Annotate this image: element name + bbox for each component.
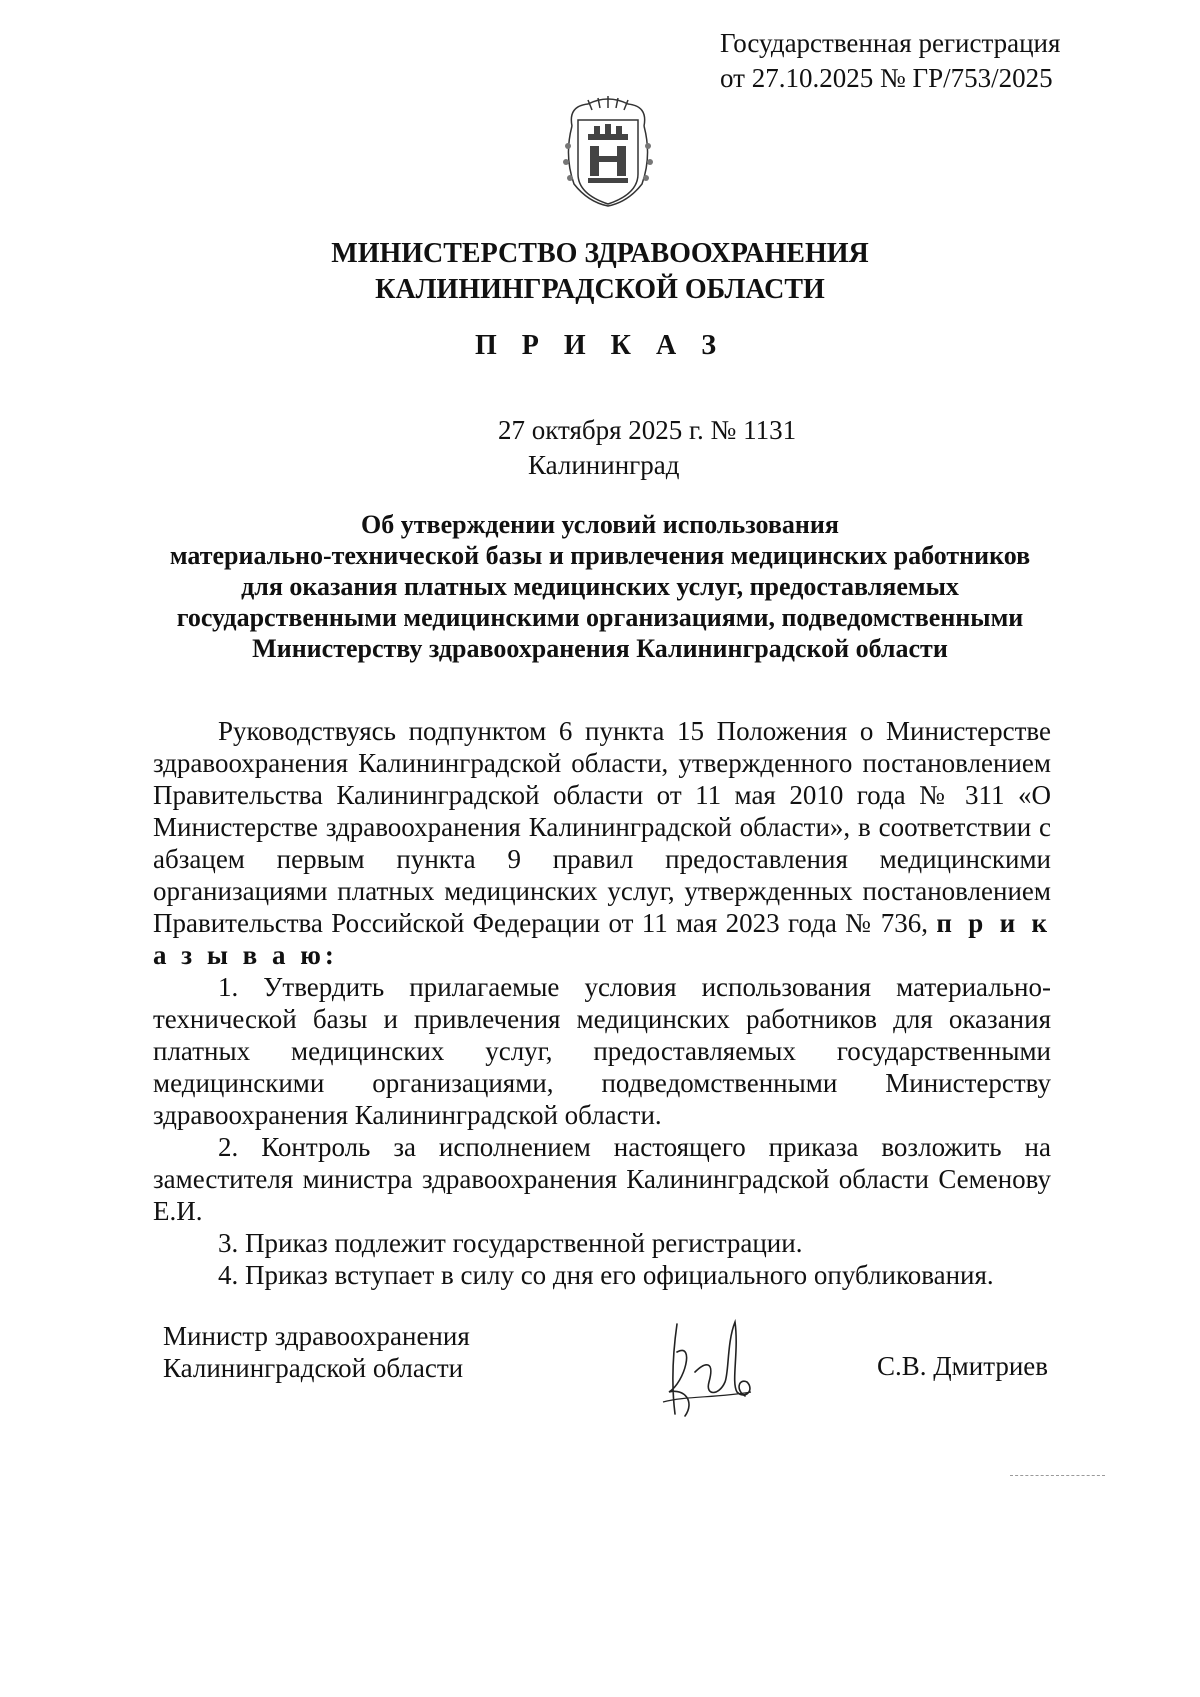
subject-line-5: Министерству здравоохранения Калининградской области (252, 634, 948, 663)
signatory-name: С.В. Дмитриев (877, 1351, 1049, 1381)
preamble-paragraph (153, 715, 1051, 971)
subject-line-1: Об утверждении условий использования (361, 510, 839, 539)
registration-line-1: Государственная регистрация (720, 28, 1061, 58)
registration-line-2: от 27.10.2025 № ГР/753/2025 (720, 63, 1053, 93)
order-item-1: 1. Утвердить прилагаемые условия использования материально-технической базы и привлечения медицинских работников для оказания платных медицинских услуг, предоставляемых государственными медицинскими организациями, подведомственными Министерству здравоохранения Калининградской области. (153, 972, 1051, 1130)
order-date-number: 27 октября 2025 г. № 1131 (498, 415, 797, 445)
order-subject (100, 509, 1100, 664)
state-registration-stamp (720, 26, 1060, 96)
subject-line-2: материально-технической базы и привлечения медицинских работников (169, 541, 1031, 570)
order-word: п р и к а з ы в а ю: (153, 908, 1052, 970)
handwritten-signature-icon (655, 1312, 765, 1424)
signatory-title (163, 1320, 470, 1384)
subject-line-4: государственными медицинскими организациями, подведомственными (176, 603, 1024, 632)
subject-line-3: для оказания платных медицинских услуг, предоставляемых (241, 572, 959, 601)
ministry-line-1: МИНИСТЕРСТВО ЗДРАВООХРАНЕНИЯ (331, 238, 869, 269)
ministry-line-2: КАЛИНИНГРАДСКОЙ ОБЛАСТИ (375, 274, 825, 305)
coat-of-arms-icon (558, 96, 658, 208)
document-type-title: П Р И К А З (475, 330, 725, 361)
order-item-2: 2. Контроль за исполнением настоящего приказа возложить на заместителя министра здравоохранения Калининградской области Семенову Е.И. (153, 1132, 1051, 1226)
ministry-heading (0, 236, 1200, 308)
preamble-text: Руководствуясь подпунктом 6 пункта 15 Положения о Министерстве здравоохранения Калининградской области, утвержденного постановлением Правительства Калининградской области от 11 мая 2010 года № 311 «О Министерстве здравоохранения Калининградской области», в соответствии с абзацем первым пункта 9 правил предоставления медицинскими организациями платных медицинских услуг, утвержденных постановлением Правительства Российской Федерации от 11 мая 2023 года № 736, (153, 716, 1051, 938)
signatory-title-line-2: Калининградской области (163, 1353, 464, 1383)
order-item-4: 4. Приказ вступает в силу со дня его официального опубликования. (218, 1260, 994, 1290)
order-body (153, 715, 1051, 1291)
order-city: Калининград (528, 450, 680, 480)
scan-artifact-divider (1010, 1475, 1105, 1478)
signatory-title-line-1: Министр здравоохранения (163, 1321, 470, 1351)
order-item-3: 3. Приказ подлежит государственной регистрации. (218, 1228, 803, 1258)
